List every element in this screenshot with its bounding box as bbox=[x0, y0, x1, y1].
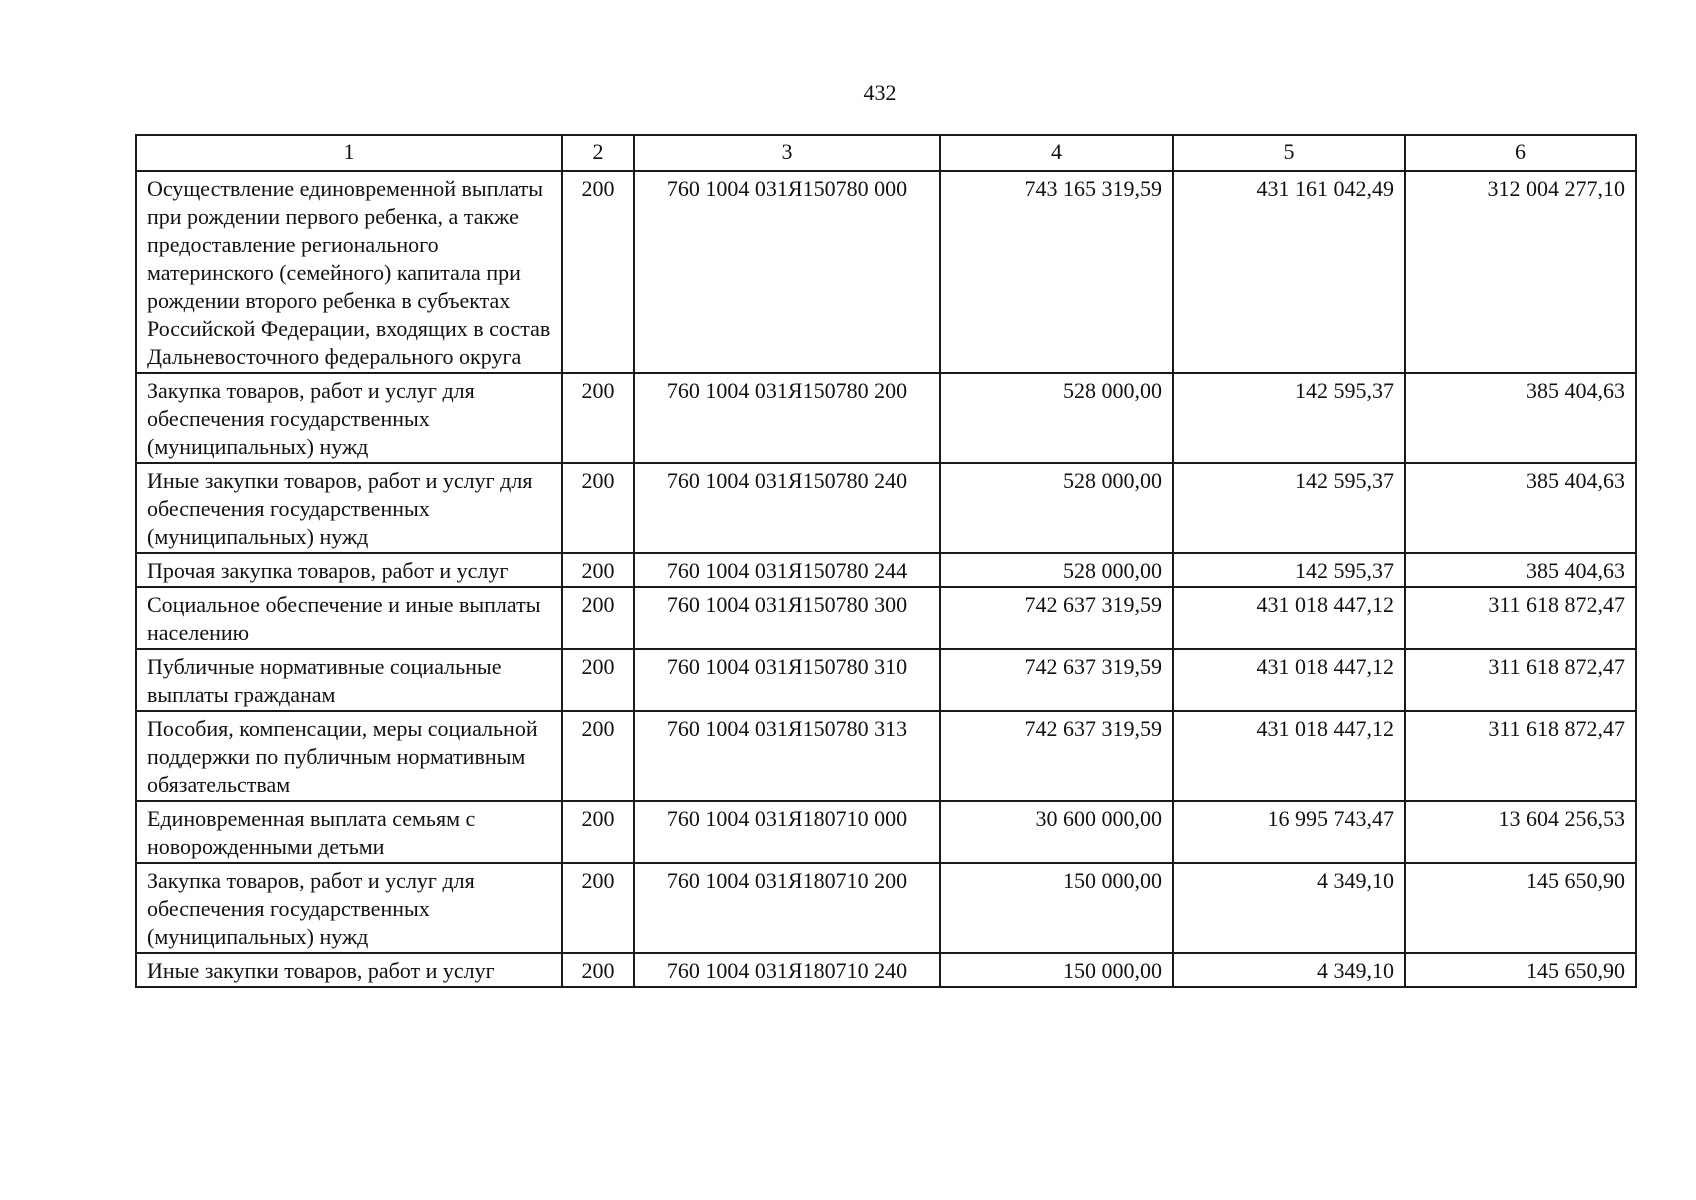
row-value-col5: 4 349,10 bbox=[1173, 953, 1405, 987]
table-row bbox=[136, 463, 1636, 553]
table-row bbox=[136, 373, 1636, 463]
column-header: 3 bbox=[634, 135, 940, 171]
row-value-col5: 142 595,37 bbox=[1173, 373, 1405, 463]
row-classification-code: 760 1004 031Я180710 200 bbox=[634, 863, 940, 953]
row-classification-code: 760 1004 031Я180710 240 bbox=[634, 953, 940, 987]
table-row bbox=[136, 649, 1636, 711]
row-classification-code: 760 1004 031Я150780 240 bbox=[634, 463, 940, 553]
row-value-col6: 13 604 256,53 bbox=[1405, 801, 1636, 863]
table-row bbox=[136, 587, 1636, 649]
row-code: 200 bbox=[562, 801, 634, 863]
row-value-col4: 150 000,00 bbox=[940, 953, 1173, 987]
row-value-col4: 742 637 319,59 bbox=[940, 711, 1173, 801]
row-code: 200 bbox=[562, 553, 634, 587]
row-value-col6: 312 004 277,10 bbox=[1405, 171, 1636, 373]
row-code: 200 bbox=[562, 711, 634, 801]
row-name: Социальное обеспечение и иные выплаты населению bbox=[136, 587, 562, 649]
row-name: Пособия, компенсации, меры социальной поддержки по публичным нормативным обязательствам bbox=[136, 711, 562, 801]
table-row bbox=[136, 711, 1636, 801]
row-value-col6: 145 650,90 bbox=[1405, 953, 1636, 987]
table-row bbox=[136, 801, 1636, 863]
row-value-col5: 431 018 447,12 bbox=[1173, 711, 1405, 801]
row-value-col6: 311 618 872,47 bbox=[1405, 649, 1636, 711]
row-value-col5: 431 018 447,12 bbox=[1173, 587, 1405, 649]
row-value-col4: 742 637 319,59 bbox=[940, 587, 1173, 649]
row-value-col4: 528 000,00 bbox=[940, 553, 1173, 587]
page-number: 432 bbox=[863, 80, 897, 105]
row-name: Закупка товаров, работ и услуг для обеспечения государственных (муниципальных) нужд bbox=[136, 863, 562, 953]
row-code: 200 bbox=[562, 171, 634, 373]
row-value-col4: 150 000,00 bbox=[940, 863, 1173, 953]
row-name: Единовременная выплата семьям с новорожденными детьми bbox=[136, 801, 562, 863]
column-header: 5 bbox=[1173, 135, 1405, 171]
row-code: 200 bbox=[562, 463, 634, 553]
row-value-col6: 385 404,63 bbox=[1405, 553, 1636, 587]
row-value-col5: 431 018 447,12 bbox=[1173, 649, 1405, 711]
row-value-col5: 431 161 042,49 bbox=[1173, 171, 1405, 373]
row-code: 200 bbox=[562, 649, 634, 711]
column-header: 6 bbox=[1405, 135, 1636, 171]
row-value-col6: 311 618 872,47 bbox=[1405, 711, 1636, 801]
column-header: 2 bbox=[562, 135, 634, 171]
row-code: 200 bbox=[562, 863, 634, 953]
row-classification-code: 760 1004 031Я150780 310 bbox=[634, 649, 940, 711]
row-code: 200 bbox=[562, 373, 634, 463]
row-value-col6: 311 618 872,47 bbox=[1405, 587, 1636, 649]
row-name: Иные закупки товаров, работ и услуг bbox=[136, 953, 562, 987]
budget-table bbox=[135, 134, 1637, 988]
table-row bbox=[136, 953, 1636, 987]
row-classification-code: 760 1004 031Я150780 000 bbox=[634, 171, 940, 373]
table-row bbox=[136, 171, 1636, 373]
row-value-col4: 528 000,00 bbox=[940, 463, 1173, 553]
row-value-col4: 30 600 000,00 bbox=[940, 801, 1173, 863]
row-classification-code: 760 1004 031Я150780 200 bbox=[634, 373, 940, 463]
row-name: Закупка товаров, работ и услуг для обеспечения государственных (муниципальных) нужд bbox=[136, 373, 562, 463]
table-row bbox=[136, 553, 1636, 587]
row-name: Публичные нормативные социальные выплаты гражданам bbox=[136, 649, 562, 711]
row-value-col5: 142 595,37 bbox=[1173, 553, 1405, 587]
row-classification-code: 760 1004 031Я150780 300 bbox=[634, 587, 940, 649]
row-name: Прочая закупка товаров, работ и услуг bbox=[136, 553, 562, 587]
row-value-col5: 4 349,10 bbox=[1173, 863, 1405, 953]
table-row bbox=[136, 863, 1636, 953]
row-name: Осуществление единовременной выплаты при рождении первого ребенка, а также предоставление регионального материнского (семейного) капитала при рождении второго ребенка в субъектах Российской Федерации, входящих в состав Дальневосточного федерального округа bbox=[136, 171, 562, 373]
row-classification-code: 760 1004 031Я180710 000 bbox=[634, 801, 940, 863]
column-header: 4 bbox=[940, 135, 1173, 171]
row-code: 200 bbox=[562, 953, 634, 987]
row-value-col4: 743 165 319,59 bbox=[940, 171, 1173, 373]
row-value-col5: 142 595,37 bbox=[1173, 463, 1405, 553]
row-name: Иные закупки товаров, работ и услуг для обеспечения государственных (муниципальных) нужд bbox=[136, 463, 562, 553]
table-header-row bbox=[136, 135, 1636, 171]
row-value-col6: 385 404,63 bbox=[1405, 463, 1636, 553]
row-value-col5: 16 995 743,47 bbox=[1173, 801, 1405, 863]
row-value-col4: 742 637 319,59 bbox=[940, 649, 1173, 711]
row-classification-code: 760 1004 031Я150780 244 bbox=[634, 553, 940, 587]
row-value-col4: 528 000,00 bbox=[940, 373, 1173, 463]
row-value-col6: 145 650,90 bbox=[1405, 863, 1636, 953]
row-code: 200 bbox=[562, 587, 634, 649]
row-value-col6: 385 404,63 bbox=[1405, 373, 1636, 463]
row-classification-code: 760 1004 031Я150780 313 bbox=[634, 711, 940, 801]
column-header: 1 bbox=[136, 135, 562, 171]
